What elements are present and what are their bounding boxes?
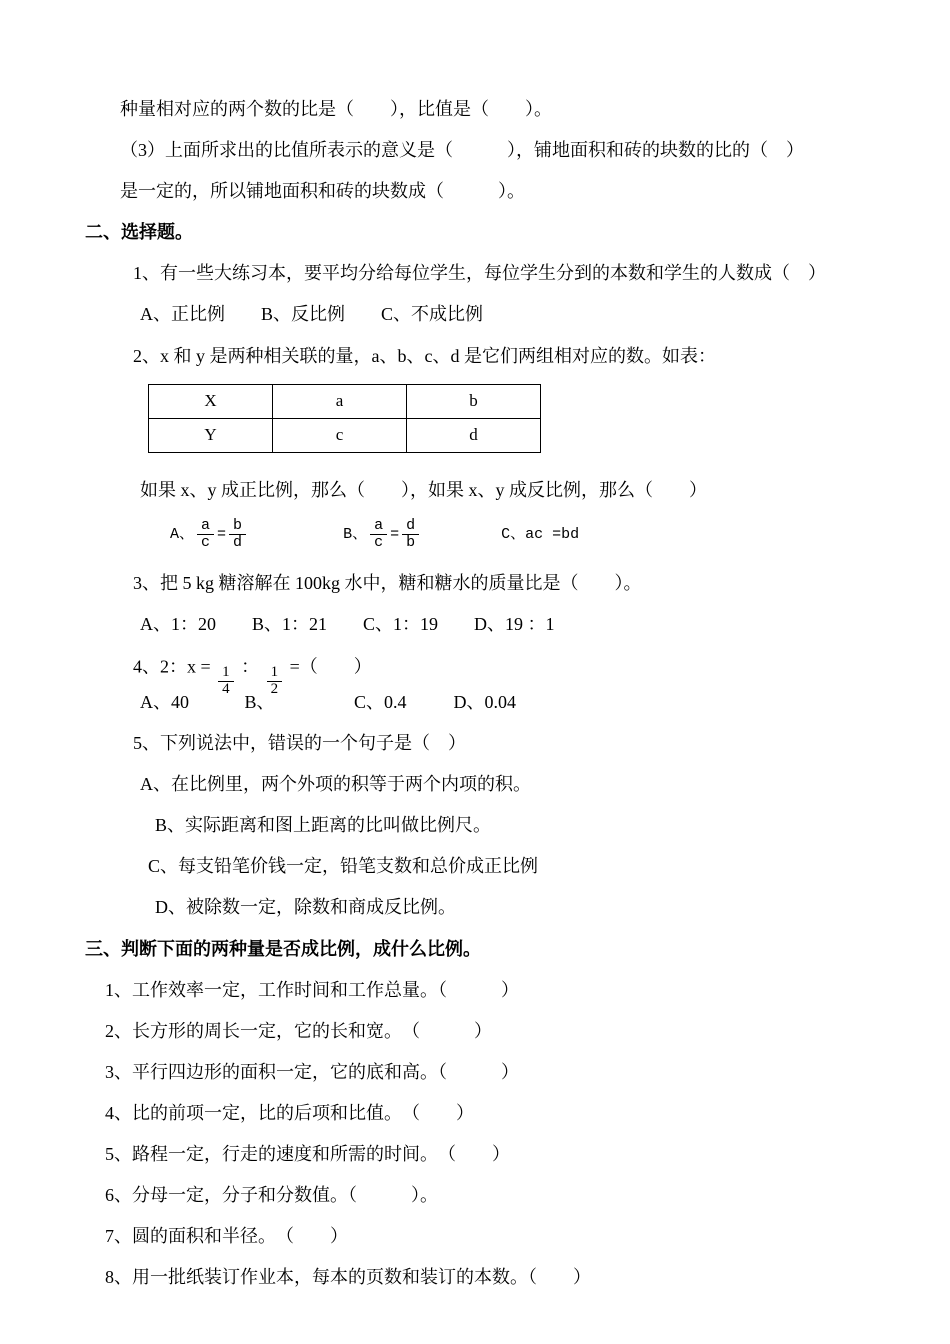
formula-option-b [343, 518, 422, 551]
option-c: C、0.4 [354, 691, 407, 712]
intro-line-3: 是一定的，所以铺地面积和砖的块数成（ ）。 [120, 181, 525, 202]
question-2-text: 2、x 和 y 是两种相关联的量，a、b、c、d 是它们两组相对应的数。如表： [133, 345, 716, 366]
table-row-y [149, 418, 541, 452]
judge-item-2: 2、长方形的周长一定，它的长和宽。 （ ） [105, 1020, 492, 1041]
intro-line-2: （3）上面所求出的比值所表示的意义是（ ），铺地面积和砖的块数的比的（ ） [120, 140, 804, 161]
fraction: $\frac{a}{c}$ [370, 518, 387, 551]
question-5-option-b: B、实际距离和图上距离的比叫做比例尺。 [155, 815, 492, 836]
option-label: B、 [343, 525, 368, 543]
question-5-option-d: D、被除数一定，除数和商成反比例。 [155, 897, 456, 918]
question-4-text [133, 652, 900, 698]
equals-sign: = [217, 525, 227, 543]
table-row-x [149, 384, 541, 418]
section3-title: 三、判断下面的两种量是否成比例，成什么比例。 [85, 938, 481, 959]
question-1-options: A、正比例 B、反比例 C、不成比例 [140, 304, 484, 325]
question-1-text: 1、有一些大练习本，要平均分给每位学生，每位学生分到的本数和学生的人数成（ ） [133, 263, 826, 284]
table-cell: X [149, 384, 273, 418]
judge-item-8: 8、用一批纸装订作业本，每本的页数和装订的本数。（ ） [105, 1267, 591, 1288]
question-4-prefix: 4、2：x = [133, 656, 211, 677]
option-a: A、40 [140, 691, 189, 712]
formula-option-c: C、ac =bd [501, 525, 580, 543]
table-cell: b [407, 384, 541, 418]
judge-item-5: 5、路程一定，行走的速度和所需的时间。 （ ） [105, 1143, 510, 1164]
question-5-text: 5、下列说法中，错误的一个句子是（ ） [133, 733, 466, 754]
judge-item-3: 3、平行四边形的面积一定，它的底和高。（ ） [105, 1061, 519, 1082]
question-3-options: A、1：20 B、1：21 C、1：19 D、19 ：1 [140, 614, 555, 635]
question-4-suffix: =（ ） [289, 656, 372, 677]
question-5-option-a: A、在比例里，两个外项的积等于两个内项的积。 [140, 774, 531, 795]
ratio-colon: ： [241, 656, 260, 677]
question-5-option-c: C、每支铅笔价钱一定，铅笔支数和总价成正比例 [148, 856, 539, 877]
question-4-options [140, 689, 900, 715]
xy-table [148, 384, 541, 453]
formula-option-a [170, 518, 249, 551]
question-2-formula-options [170, 518, 900, 551]
judge-item-7: 7、圆的面积和半径。 （ ） [105, 1226, 348, 1247]
fraction: $\frac{1}{4}$ [218, 665, 234, 698]
judge-item-6: 6、分母一定，分子和分数值。（ ）。 [105, 1185, 438, 1206]
table-cell: a [273, 384, 407, 418]
option-d: D、0.04 [453, 691, 516, 712]
table-cell: d [407, 418, 541, 452]
question-3-text: 3、把 5 kg 糖溶解在 100kg 水中，糖和糖水的质量比是（ ）。 [133, 573, 642, 594]
judge-item-4: 4、比的前项一定，比的后项和比值。 （ ） [105, 1102, 474, 1123]
fraction: $\frac{1}{2}$ [267, 665, 283, 698]
equals-sign: = [390, 525, 400, 543]
option-label: A、 [170, 525, 195, 543]
fraction: $\frac{a}{c}$ [197, 518, 214, 551]
fraction: $\frac{b}{d}$ [229, 518, 246, 551]
question-2-followup: 如果 x、y 成正比例，那么（ ），如果 x、y 成反比例，那么（ ） [140, 479, 707, 500]
judge-item-1: 1、工作效率一定，工作时间和工作总量。（ ） [105, 979, 519, 1000]
intro-line-1: 种量相对应的两个数的比是（ ），比值是（ ）。 [120, 99, 552, 119]
section2-title: 二、选择题。 [85, 222, 193, 243]
option-b: B、 [244, 691, 275, 712]
fraction: $\frac{d}{b}$ [402, 518, 419, 551]
table-cell: Y [149, 418, 273, 452]
table-cell: c [273, 418, 407, 452]
